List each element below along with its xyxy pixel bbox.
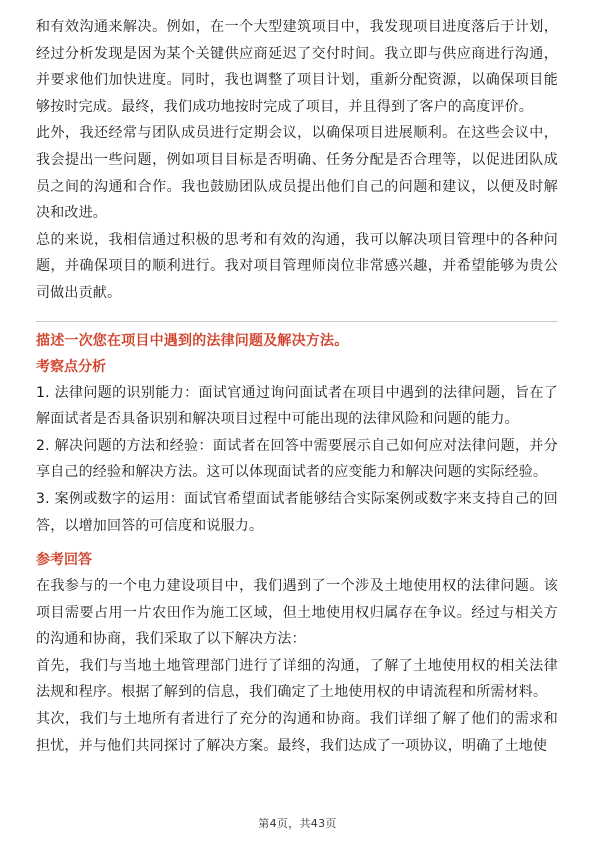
page-number-footer: 第4页，共43页 xyxy=(258,817,337,830)
body-paragraph: 和有效沟通来解决。例如，在一个大型建筑项目中，我发现项目进度落后于计划，经过分析发现是因为某个关键供应商延迟了交付时间。我立即与供应商进行沟通，并要求他们加快进度。同时，我也调整了项目计划，重新分配资源，以确保项目能够按时完成。最终，我们成功地按时完成了项目，并且得到了客户的高度评价。 xyxy=(36,19,558,115)
page-content xyxy=(36,14,558,759)
section-divider xyxy=(36,321,558,322)
reference-paragraph: 其次，我们与土地所有者进行了充分的沟通和协商。我们详细了解了他们的需求和担忧，并与他们共同探讨了解决方案。最终，我们达成了一项协议，明确了土地使 xyxy=(36,711,558,754)
body-paragraph: 总的来说，我相信通过积极的思考和有效的沟通，我可以解决项目管理中的各种问题，并确保项目的顺利进行。我对项目管理师岗位非常感兴趣，并希望能够为贵公司做出贡献。 xyxy=(36,231,558,301)
analysis-item: 3. 案例或数字的运用：面试官希望面试者能够结合实际案例或数字来支持自己的回答，以增加回答的可信度和说服力。 xyxy=(36,490,558,534)
body-paragraph: 此外，我还经常与团队成员进行定期会议，以确保项目进展顺利。在这些会议中，我会提出一些问题，例如项目目标是否明确、任务分配是否合理等，以促进团队成员之间的沟通和合作。我也鼓励团队成员提出他们自己的问题和建议，以便及时解决和改进。 xyxy=(36,125,558,222)
analysis-item: 1. 法律问题的识别能力：面试官通过询问面试者在项目中遇到的法律问题，旨在了解面试者是否具备识别和解决项目过程中可能出现的法律风险和问题的能力。 xyxy=(36,384,558,428)
reference-paragraph: 首先，我们与当地土地管理部门进行了详细的沟通，了解了土地使用权的相关法律法规和程序。根据了解到的信息，我们确定了土地使用权的申请流程和所需材料。 xyxy=(36,657,558,701)
reference-answer-title: 参考回答 xyxy=(36,552,92,569)
analysis-item: 2. 解决问题的方法和经验：面试者在回答中需要展示自己如何应对法律问题，并分享自己的经验和解决方法。这可以体现面试者的应变能力和解决问题的实际经验。 xyxy=(36,437,558,481)
question-heading: 描述一次您在项目中遇到的法律问题及解决方法。 xyxy=(36,332,349,349)
analysis-title: 考察点分析 xyxy=(36,358,106,375)
reference-paragraph: 在我参与的一个电力建设项目中，我们遇到了一个涉及土地使用权的法律问题。该项目需要占用一片农田作为施工区域，但土地使用权归属存在争议。经过与相关方的沟通和协商，我们采取了以下解决方法： xyxy=(36,578,558,648)
